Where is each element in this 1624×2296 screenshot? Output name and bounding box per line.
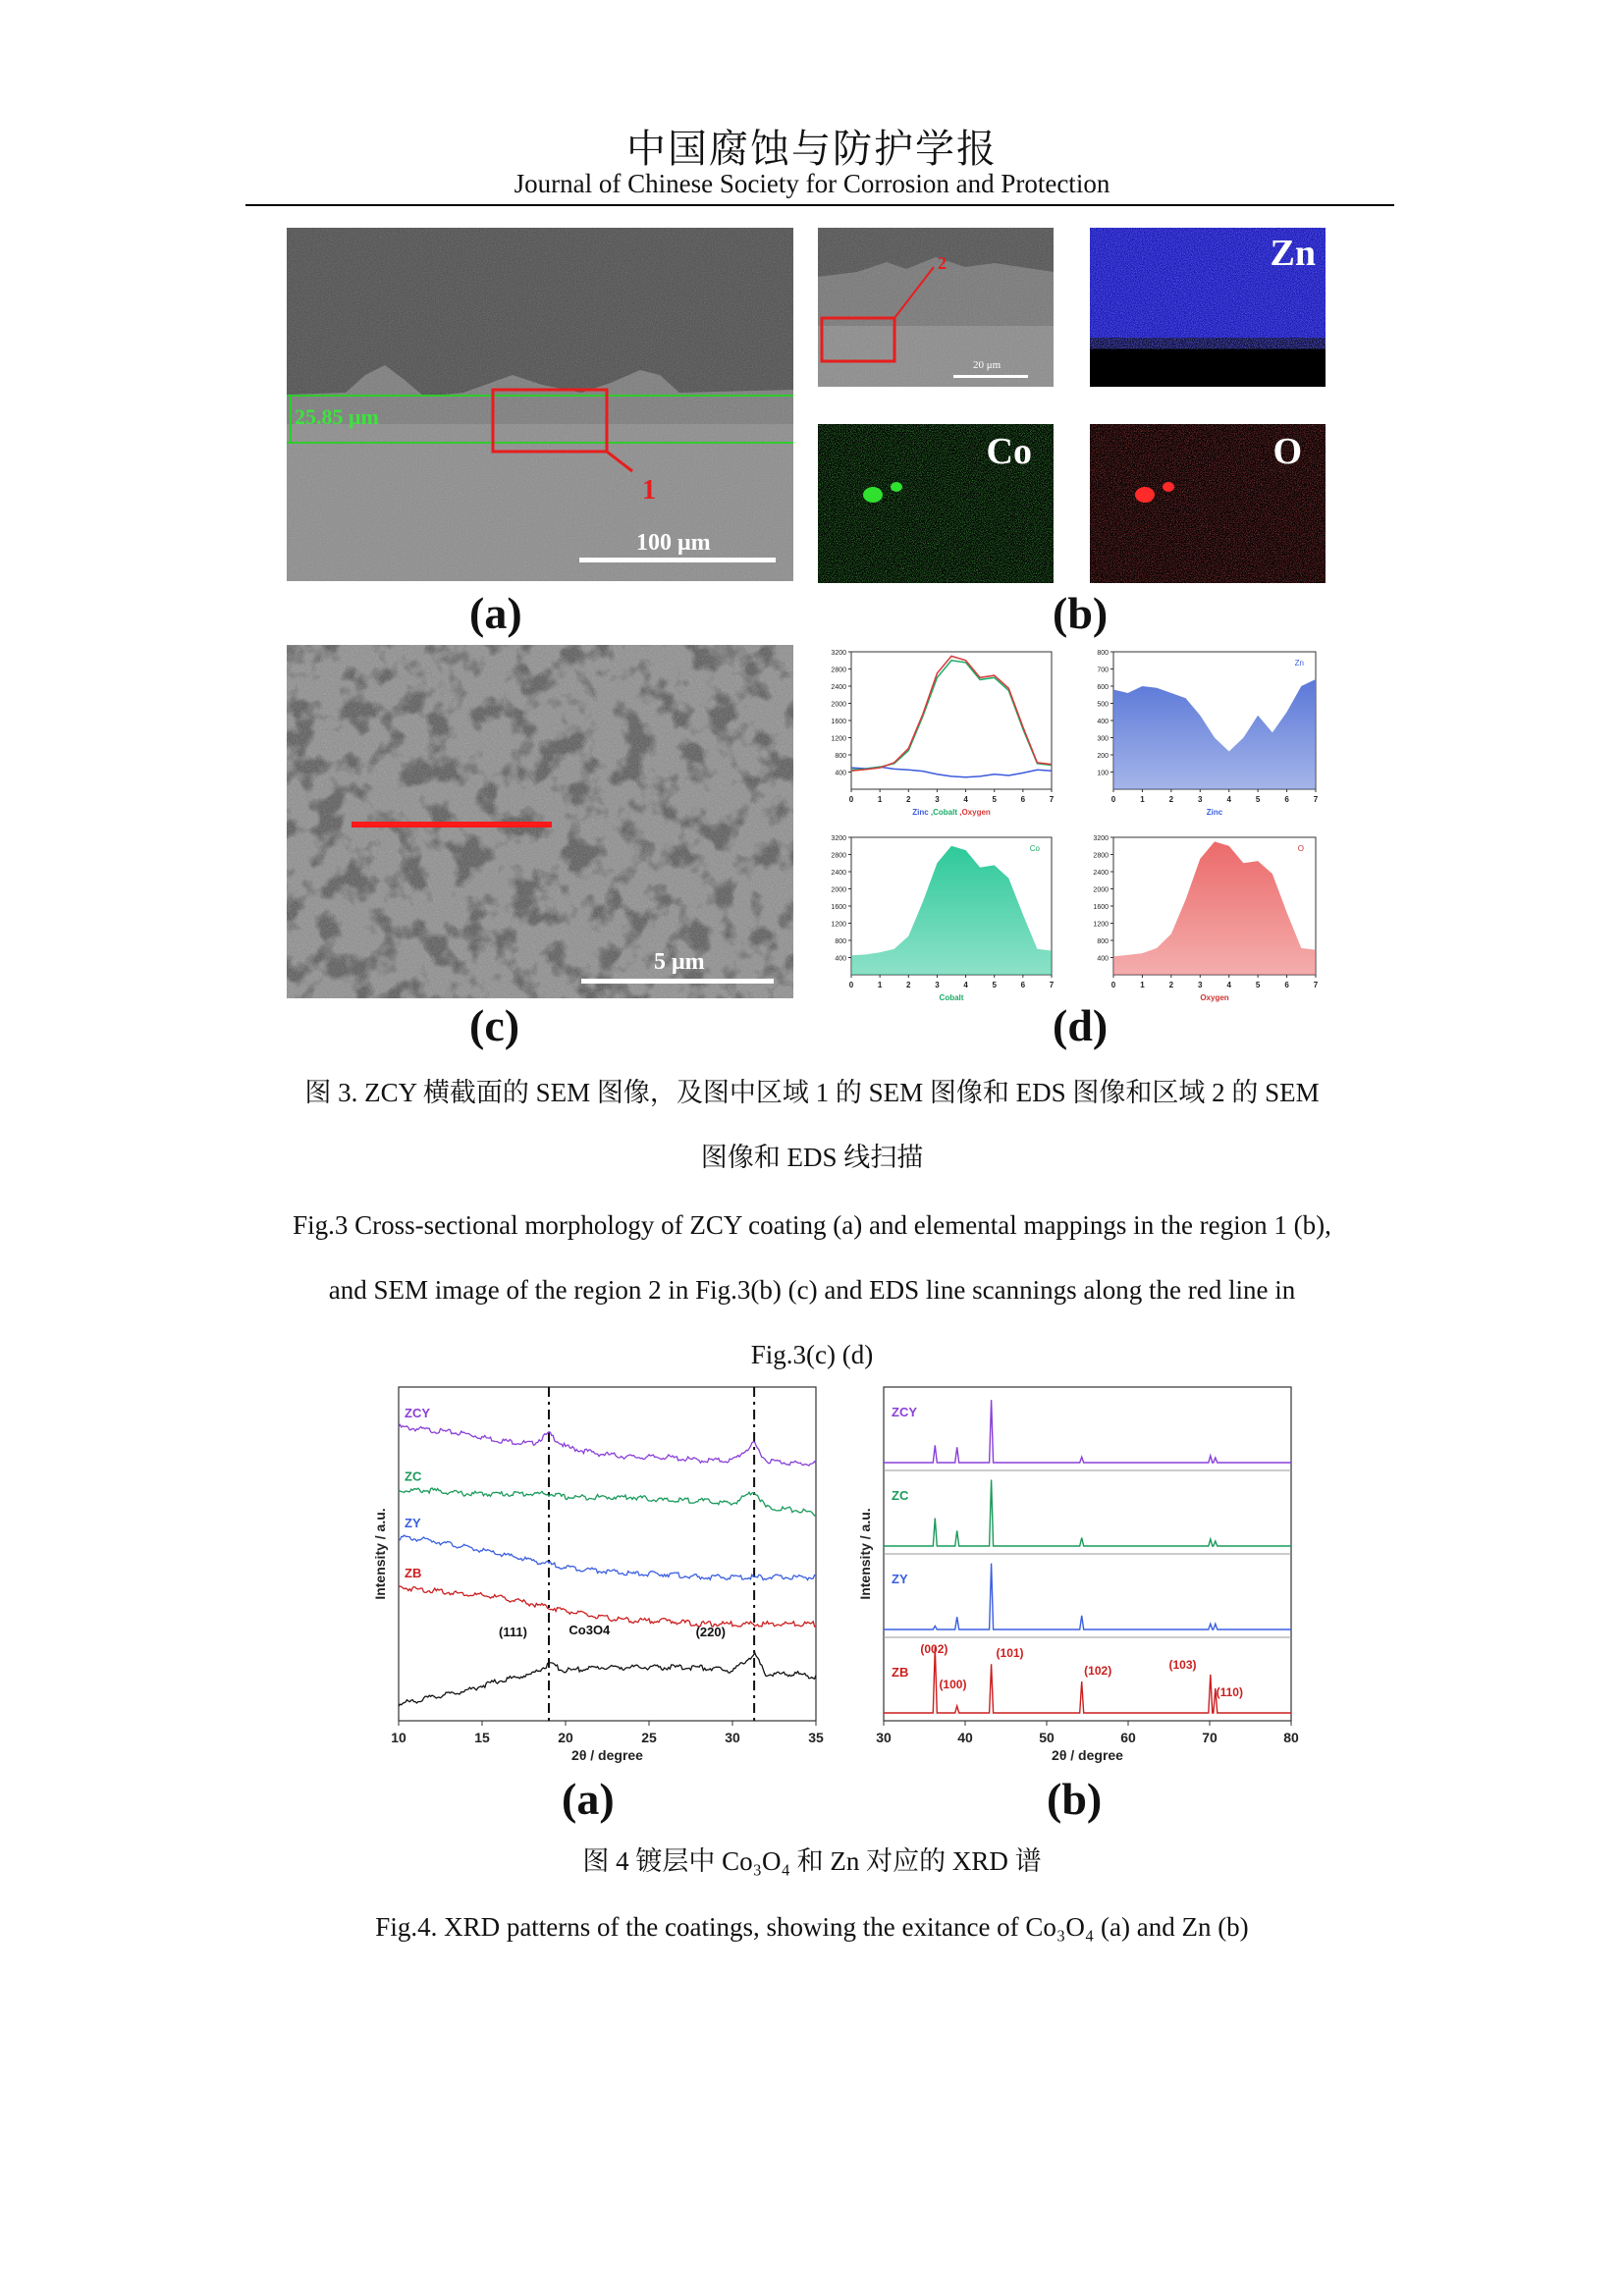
series-label-zy: ZY [405,1516,421,1530]
thickness-guide-bottom [287,442,793,444]
x-tick-label: 3 [1198,795,1203,804]
x-tick-label: 6 [1020,795,1026,804]
thickness-guide-top [287,395,793,397]
y-tick-label: 400 [1097,719,1109,725]
eds-linescan-o-chart [1080,829,1326,1006]
y-tick-label: 2000 [1093,886,1109,894]
x-tick-label: 7 [1049,981,1055,989]
x-tick-label: 70 [1202,1730,1218,1745]
x-tick-label: 30 [725,1730,740,1745]
plot-title: Co [1029,844,1040,853]
y-tick-label: 2400 [831,870,846,877]
y-tick-label: 2000 [831,701,846,709]
x-tick-label: 6 [1284,795,1289,804]
y-tick-label: 2000 [831,886,846,894]
x-tick-label: 60 [1120,1730,1136,1745]
x-tick-label: 25 [641,1730,657,1745]
x-tick-label: 2 [1168,795,1174,804]
region-1-marker: 1 [642,475,656,506]
y-tick-label: 400 [835,955,846,963]
x-tick-label: 50 [1039,1730,1055,1745]
x-axis-label: Cobalt [939,993,964,1002]
plot-title: O [1297,844,1304,853]
y-tick-label: 800 [835,938,846,945]
thickness-label: 25.85 μm [295,404,379,429]
xrd-zn-chart [850,1379,1302,1782]
plot-title: Zn [1294,659,1304,667]
annotation-co3o4: Co3O4 [568,1623,611,1637]
x-tick-label: 7 [1049,795,1055,804]
x-tick-label: 6 [1020,981,1026,989]
fig3-caption-en-1: Fig.3 Cross-sectional morphology of ZCY coating (a) and elemental mappings in the region 1 (b), [293,1210,1331,1240]
fig4-panel-b-label: (b) [1047,1774,1103,1824]
y-tick-label: 3200 [1093,835,1109,842]
x-axis-label: Zinc ,Cobalt ,Oxygen [912,808,991,817]
eds-linescan-zn-chart [1080,644,1326,821]
x-tick-label: 5 [992,795,997,804]
y-tick-label: 500 [1097,701,1109,709]
x-axis-label: 2θ / degree [571,1747,643,1763]
region-2-marker: 2 [938,253,947,273]
y-tick-label: 1600 [831,904,846,911]
x-tick-label: 3 [935,795,940,804]
fig3-caption-en-2: and SEM image of the region 2 in Fig.3(b) (c) and EDS line scannings along the red line in [328,1275,1296,1305]
co-map-label: Co [986,431,1032,472]
scale-label-c: 5 μm [654,949,705,975]
fig3-panel-b-label: (b) [1053,588,1109,638]
sem-cross-section-image [287,228,793,581]
series-label-zy: ZY [892,1572,908,1586]
y-tick-label: 3200 [831,650,846,657]
series-label-zb: ZB [405,1566,422,1580]
journal-title-en: Journal of Chinese Society for Corrosion and Protection [514,169,1110,198]
x-tick-label: 2 [906,795,911,804]
plot-frame [851,652,1052,789]
y-tick-label: 800 [835,753,846,760]
eds-linescan-co-chart [818,829,1061,1006]
y-tick-label: 2400 [831,684,846,691]
fig3-caption-cn-1: 图 3. ZCY 横截面的 SEM 图像，及图中区域 1 的 SEM 图像和 EDS 图像和区域 2 的 SEM [304,1078,1320,1107]
x-tick-label: 1 [1140,795,1145,804]
journal-title-cn: 中国腐蚀与防护学报 [626,127,998,171]
x-tick-label: 2 [1168,981,1174,989]
series-label-zc: ZC [405,1468,422,1484]
x-tick-label: 20 [558,1730,573,1745]
x-axis-label: Zinc [1206,808,1223,817]
peak-label: (102) [1084,1664,1112,1678]
scale-bar [579,558,776,562]
y-tick-label: 300 [1097,735,1109,743]
y-tick-label: 2800 [831,852,846,860]
scale-label-b: 20 μm [973,359,1001,371]
peak-label: (101) [996,1646,1024,1660]
series-label-zcy: ZCY [892,1405,917,1419]
y-tick-label: 600 [1097,684,1109,691]
peak-label: (100) [939,1678,967,1691]
line-scan-path [352,822,552,828]
annotation-220: (220) [695,1625,726,1639]
peak-label: (103) [1168,1658,1197,1672]
y-tick-label: 1200 [831,921,846,929]
peak-label: (110) [1216,1685,1243,1699]
x-tick-label: 10 [391,1730,406,1745]
fig3-panel-a-label: (a) [469,588,522,638]
x-tick-label: 5 [992,981,997,989]
x-tick-label: 4 [1226,795,1231,804]
o-map-label: O [1272,431,1302,472]
fig4-caption-en: Fig.4. XRD patterns of the coatings, showing the exitance of Co₃O₄ (a) and Zn (b) [375,1912,1249,1942]
y-tick-label: 400 [835,770,846,777]
eds-linescan-combined-chart [818,644,1061,821]
x-tick-label: 6 [1284,981,1289,989]
x-tick-label: 3 [935,981,940,989]
series-label-zb: ZB [892,1665,909,1680]
series-label-zcy: ZCY [405,1405,430,1420]
y-tick-label: 3200 [831,835,846,842]
sem-region-1-image [818,228,1054,387]
x-tick-label: 1 [877,795,883,804]
series-label-zc: ZC [892,1488,909,1503]
y-tick-label: 800 [1097,650,1109,657]
y-tick-label: 2800 [1093,852,1109,860]
x-tick-label: 2 [906,981,911,989]
y-tick-label: 100 [1097,770,1109,777]
scale-label-a: 100 μm [636,530,711,556]
scale-bar-c [581,979,774,984]
y-tick-label: 700 [1097,667,1109,674]
x-tick-label: 30 [876,1730,892,1745]
fig3-panel-d-label: (d) [1053,1000,1109,1050]
header-rule [245,204,1394,206]
x-axis-label: 2θ / degree [1052,1747,1123,1763]
x-tick-label: 35 [808,1730,824,1745]
eds-map-o [1090,424,1326,583]
x-tick-label: 7 [1313,795,1319,804]
x-tick-label: 5 [1255,795,1261,804]
y-axis-label: Intensity / a.u. [372,1508,388,1600]
y-tick-label: 2800 [831,667,846,674]
y-tick-label: 1200 [831,735,846,743]
fig3-caption-cn-2: 图像和 EDS 线扫描 [700,1143,924,1172]
scale-bar-b [953,375,1028,378]
x-tick-label: 0 [848,795,854,804]
y-axis-label: Intensity / a.u. [857,1508,873,1600]
x-tick-label: 1 [877,981,883,989]
x-tick-label: 7 [1313,981,1319,989]
x-tick-label: 0 [1110,795,1116,804]
annotation-111: (111) [499,1625,527,1639]
y-tick-label: 1600 [831,719,846,725]
x-tick-label: 0 [1110,981,1116,989]
eds-map-zn [1090,228,1326,387]
x-tick-label: 4 [1226,981,1231,989]
y-tick-label: 1600 [1093,904,1109,911]
x-tick-label: 1 [1140,981,1145,989]
x-tick-label: 5 [1255,981,1261,989]
x-tick-label: 15 [474,1730,490,1745]
peak-label: (002) [920,1642,948,1656]
y-tick-label: 1200 [1093,921,1109,929]
fig3-panel-c-label: (c) [469,1000,520,1050]
fig3-caption-en-3: Fig.3(c) (d) [750,1340,874,1369]
x-tick-label: 80 [1283,1730,1299,1745]
fig4-panel-a-label: (a) [562,1774,615,1824]
y-tick-label: 2400 [1093,870,1109,877]
y-tick-label: 800 [1097,938,1109,945]
y-tick-label: 200 [1097,753,1109,760]
x-tick-label: 4 [963,981,968,989]
zn-map-label: Zn [1270,233,1316,274]
sem-region-2-image [287,645,793,998]
eds-map-co [818,424,1054,583]
x-axis-label: Oxygen [1200,993,1229,1002]
xrd-co3o4-chart [353,1379,835,1782]
x-tick-label: 3 [1198,981,1203,989]
y-tick-label: 400 [1097,955,1109,963]
fig4-caption-cn: 图 4 镀层中 Co₃O₄ 和 Zn 对应的 XRD 谱 [582,1846,1042,1876]
x-tick-label: 40 [957,1730,973,1745]
x-tick-label: 4 [963,795,968,804]
x-tick-label: 0 [848,981,854,989]
